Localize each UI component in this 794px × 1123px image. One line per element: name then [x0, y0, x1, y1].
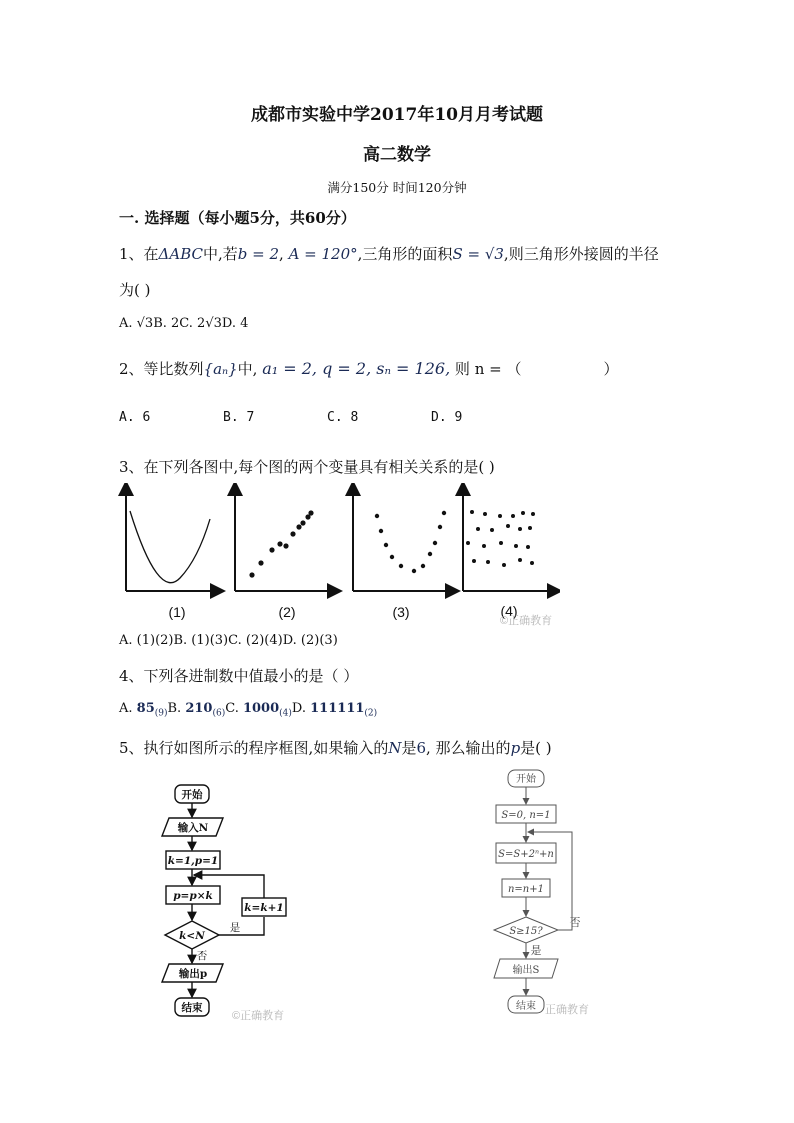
question-4-text: 4、下列各进制数中值最小的是（ ） [119, 667, 359, 685]
figure-2-linear-scatter [235, 488, 335, 591]
figure-4-random-scatter [463, 488, 555, 591]
flow-left-no: 否 [196, 950, 208, 962]
question-3-options: A. (1)(2)B. (1)(3)C. (2)(4)D. (2)(3) [119, 633, 338, 648]
subject-title: 高二数学 [363, 145, 431, 165]
flow-left-inc: k=k+1 [244, 902, 284, 914]
figure-2-caption: (2) [278, 604, 296, 620]
flow-right-init: S=0, n=1 [501, 810, 551, 821]
flow-right-no: 否 [569, 916, 581, 929]
flow-right-end: 结束 [516, 1001, 536, 1012]
question-3-text: 3、在下列各图中,每个图的两个变量具有相关关系的是( ) [119, 458, 495, 476]
flow-left-input: 输入N [177, 822, 209, 834]
flow-left-end: 结束 [181, 1002, 203, 1014]
question-5-text: 5、执行如图所示的程序框图,如果输入的N是6, 那么输出的p是( ) [119, 739, 552, 757]
flow-left-init: k=1,p=1 [167, 855, 219, 867]
flow-right-yes: 是 [530, 944, 542, 957]
section-heading: 一. 选择题（每小题5分，共60分） [119, 209, 356, 227]
flow-right-start: 开始 [516, 774, 536, 785]
figure-1-caption: (1) [168, 604, 186, 620]
flow-left-output: 输出p [178, 968, 208, 980]
question-1-line-1: 1、在ΔABC中,若b = 2, A = 120°,三角形的面积S = √3,则三角形外接圆的半径 [119, 245, 659, 263]
flow-left-yes: 是 [229, 922, 241, 934]
figure-4-caption: (4) [500, 603, 518, 619]
exam-info: 满分150分 时间120分钟 [327, 180, 467, 195]
question-2-text: 2、等比数列{aₙ}中, a₁ = 2, q = 2, sₙ = 126, 则 n = （ ） [119, 359, 619, 378]
figure-3-caption: (3) [392, 604, 410, 620]
question-2-options: A. 6 B. 7 C. 8 D. 9 [119, 410, 463, 425]
flowchart-right [478, 762, 598, 1024]
watermark: ©正确教育 [232, 1010, 285, 1022]
flow-left-cond: k<N [179, 930, 205, 942]
scatter-figures [110, 483, 560, 601]
flow-left-assign: p=p×k [173, 890, 213, 902]
flow-right-assign: S=S+2ⁿ+n [498, 849, 554, 860]
figure-3-parabolic-scatter [353, 488, 453, 591]
flowchart-left [150, 775, 310, 1025]
exam-title: 成都市实验中学2017年10月月考试题 [251, 105, 543, 125]
flow-right-inc: n=n+1 [507, 884, 545, 895]
question-1-line-2: 为( ) [119, 281, 151, 299]
flow-left-start: 开始 [181, 789, 203, 801]
figure-1-curve [126, 488, 218, 591]
watermark: ©正确教育 [500, 615, 553, 627]
question-4-options: A. $85_{(9)}B$. $210_{(6)}C$. $1000_{(4)}D$. $111111_{(2)}$ [119, 701, 378, 719]
flow-right-output: 输出S [512, 965, 540, 976]
question-1-options: A. √3B. 2C. 2√3D. 4 [119, 316, 249, 331]
watermark: 正确教育 [545, 1004, 589, 1016]
flow-right-cond: S≥15? [509, 926, 543, 937]
